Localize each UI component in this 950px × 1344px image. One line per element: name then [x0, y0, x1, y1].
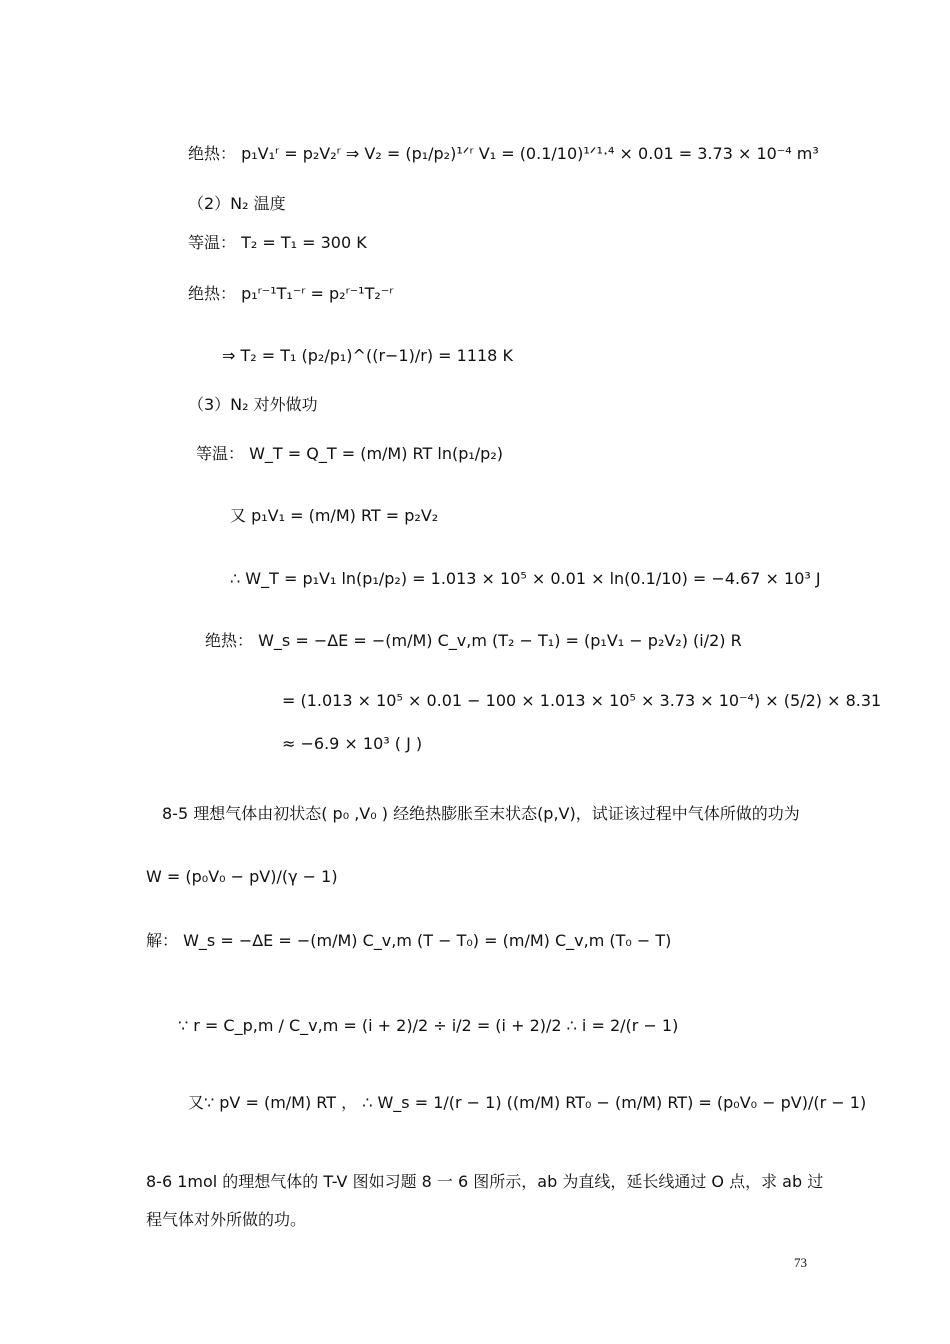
problem-8-6-line-1: 8-6 1mol 的理想气体的 T-V 图如习题 8 一 6 图所示，ab 为直线，延长线通过 O 点，求 ab 过 — [146, 1172, 824, 1191]
solution-work: 解： W_s = −ΔE = −(m/M) C_v,m (T − T₀) = (m/M) C_v,m (T₀ − T) — [146, 931, 672, 950]
section-3-work: （3）N₂ 对外做功 — [188, 395, 318, 414]
eq-adiabatic-temperature: 绝热： p₁ʳ⁻¹T₁⁻ʳ = p₂ʳ⁻¹T₂⁻ʳ — [188, 284, 394, 303]
eq-state-relation: 又 p₁V₁ = (m/M) RT = p₂V₂ — [230, 506, 439, 525]
eq-isothermal-temperature: 等温： T₂ = T₁ = 300 K — [188, 233, 367, 252]
eq-gamma-relation: ∵ r = C_p,m / C_v,m = (i + 2)/2 ÷ i/2 = (i + 2)/2 ∴ i = 2/(r − 1) — [178, 1016, 679, 1035]
eq-isothermal-work-value: ∴ W_T = p₁V₁ ln(p₁/p₂) = 1.013 × 10⁵ × 0.01 × ln(0.1/10) = −4.67 × 10³ J — [230, 569, 821, 588]
section-2-temperature: （2）N₂ 温度 — [188, 194, 286, 213]
eq-final-proof: 又∵ pV = (m/M) RT ， ∴ W_s = 1/(r − 1) ((m/M) RT₀ − (m/M) RT) = (p₀V₀ − pV)/(r − 1) — [188, 1093, 867, 1112]
eq-isothermal-work: 等温： W_T = Q_T = (m/M) RT ln(p₁/p₂) — [196, 444, 503, 463]
eq-adiabatic-work-substitution: = (1.013 × 10⁵ × 0.01 − 100 × 1.013 × 10⁵ × 3.73 × 10⁻⁴) × (5/2) × 8.31 — [282, 691, 882, 710]
eq-adiabatic-volume: 绝热： p₁V₁ʳ = p₂V₂ʳ ⇒ V₂ = (p₁/p₂)¹ᐟʳ V₁ = (0.1/10)¹ᐟ¹·⁴ × 0.01 = 3.73 × 10⁻⁴ m³ — [188, 144, 819, 163]
problem-8-6-line-2: 程气体对外所做的功。 — [146, 1210, 307, 1229]
eq-final-temperature: ⇒ T₂ = T₁ (p₂/p₁)^((r−1)/r) = 1118 K — [222, 346, 513, 365]
problem-8-5: 8-5 理想气体由初状态( p₀ ,V₀ ) 经绝热膨胀至末状态(p,V)，试证该过程中气体所做的功为 — [162, 804, 800, 823]
eq-adiabatic-work-result: ≈ −6.9 × 10³ ( J ) — [282, 734, 423, 753]
eq-adiabatic-work: 绝热： W_s = −ΔE = −(m/M) C_v,m (T₂ − T₁) = (p₁V₁ − p₂V₂) (i/2) R — [205, 631, 742, 650]
eq-work-to-prove: W = (p₀V₀ − pV)/(γ − 1) — [146, 867, 338, 886]
page-number: 73 — [794, 1255, 807, 1270]
